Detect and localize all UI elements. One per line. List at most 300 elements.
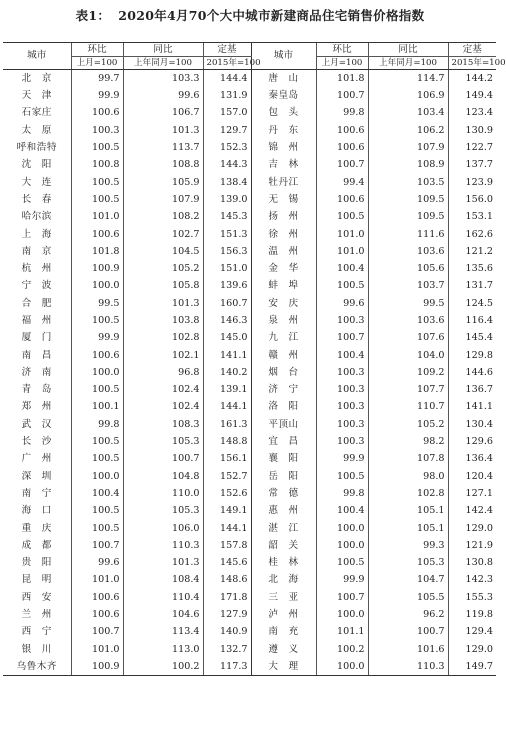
yoy-value: 114.7	[368, 70, 448, 88]
yoy-value: 113.7	[123, 139, 203, 156]
city-name: 太 原	[21, 124, 52, 136]
mom-value: 101.0	[316, 243, 368, 260]
yoy-value: 111.6	[368, 226, 448, 243]
fixed-value: 144.3	[203, 156, 251, 173]
fixed-value: 149.1	[203, 502, 251, 519]
fixed-value: 131.9	[203, 87, 251, 104]
fixed-value: 142.3	[448, 572, 496, 589]
fixed-base: 2015年=100	[448, 57, 496, 70]
city-name: 宜 昌	[251, 433, 316, 450]
city-name: 杭 州	[21, 263, 52, 275]
city-name: 吉 林	[251, 156, 316, 173]
mom-value: 100.0	[316, 606, 368, 623]
fixed-value: 124.5	[448, 295, 496, 312]
mom-value: 100.6	[71, 589, 123, 606]
fixed-value: 140.9	[203, 624, 251, 641]
yoy-value: 101.3	[123, 295, 203, 312]
city-name: 西 宁	[21, 626, 52, 638]
city-name: 呼和浩特	[16, 142, 57, 154]
city-name: 昆 明	[21, 574, 52, 586]
mom-value: 100.9	[71, 260, 123, 277]
fixed-value: 152.3	[203, 139, 251, 156]
city-name: 海 口	[21, 505, 52, 517]
fixed-value: 148.6	[203, 572, 251, 589]
fixed-value: 145.0	[203, 329, 251, 346]
yoy-value: 107.9	[123, 191, 203, 208]
mom-value: 99.8	[316, 485, 368, 502]
mom-value: 100.0	[316, 537, 368, 554]
fixed-value: 144.6	[448, 364, 496, 381]
yoy-value: 103.3	[123, 70, 203, 88]
yoy-value: 108.3	[123, 416, 203, 433]
mom-value: 99.8	[316, 105, 368, 122]
fixed-value: 144.1	[203, 399, 251, 416]
yoy-value: 108.2	[123, 208, 203, 225]
mom-value: 100.0	[71, 278, 123, 295]
yoy-value: 103.5	[368, 174, 448, 191]
table-row	[3, 641, 496, 658]
mom-value: 100.0	[71, 468, 123, 485]
city-name: 湛 江	[251, 520, 316, 537]
mom-value: 100.3	[316, 399, 368, 416]
fixed-value: 139.1	[203, 381, 251, 398]
city-name: 乌鲁木齐	[3, 658, 71, 676]
mom-value: 100.6	[71, 105, 123, 122]
yoy-value: 110.3	[368, 658, 448, 676]
city-name: 常 德	[251, 485, 316, 502]
city-name: 北 海	[251, 572, 316, 589]
city-name: 唐 山	[251, 70, 316, 88]
table-row	[3, 278, 496, 295]
fixed-value: 135.6	[448, 260, 496, 277]
city-name: 韶 关	[251, 537, 316, 554]
mom-value: 101.8	[316, 70, 368, 88]
fixed-value: 149.4	[448, 87, 496, 104]
city-name: 石家庄	[21, 107, 52, 119]
mom-value: 99.7	[71, 70, 123, 88]
yoy-value: 104.8	[123, 468, 203, 485]
table-row	[3, 468, 496, 485]
yoy-value: 104.7	[368, 572, 448, 589]
city-name: 厦 门	[21, 332, 52, 344]
table-caption: 2020年4月70个大中城市新建商品住宅销售价格指数	[118, 8, 425, 23]
mom-value: 100.3	[316, 416, 368, 433]
city-name: 泸 州	[251, 606, 316, 623]
yoy-value: 102.4	[123, 381, 203, 398]
mom-value: 100.3	[316, 364, 368, 381]
mom-value: 100.9	[71, 658, 123, 676]
fixed-value: 129.0	[448, 641, 496, 658]
yoy-value: 104.0	[368, 347, 448, 364]
fixed-value: 156.3	[203, 243, 251, 260]
city-name: 哈尔滨	[21, 211, 52, 223]
city-name: 蚌 埠	[251, 278, 316, 295]
yoy-header: 同比	[368, 43, 448, 57]
city-name: 贵 阳	[21, 557, 52, 569]
fixed-value: 155.3	[448, 589, 496, 606]
city-name: 南 充	[251, 624, 316, 641]
table-row	[3, 537, 496, 554]
fixed-value: 119.8	[448, 606, 496, 623]
city-name: 襄 阳	[251, 451, 316, 468]
city-name: 兰 州	[21, 609, 52, 621]
mom-value: 100.5	[71, 191, 123, 208]
yoy-value: 105.8	[123, 278, 203, 295]
table-row	[3, 381, 496, 398]
city-name: 成 都	[21, 539, 52, 551]
fixed-value: 117.3	[203, 658, 251, 676]
mom-header: 环比	[71, 43, 123, 57]
mom-value: 100.5	[316, 554, 368, 571]
table-row	[3, 122, 496, 139]
yoy-value: 108.9	[368, 156, 448, 173]
fixed-value: 149.7	[448, 658, 496, 676]
yoy-base: 上年同月=100	[368, 57, 448, 70]
yoy-value: 104.6	[123, 606, 203, 623]
mom-value: 100.7	[71, 537, 123, 554]
city-name: 长 春	[21, 193, 52, 205]
city-name: 金 华	[251, 260, 316, 277]
city-name: 九 江	[251, 329, 316, 346]
yoy-value: 104.5	[123, 243, 203, 260]
fixed-value: 120.4	[448, 468, 496, 485]
city-name: 泉 州	[251, 312, 316, 329]
yoy-value: 109.5	[368, 208, 448, 225]
subheader-row	[3, 57, 496, 70]
yoy-value: 105.3	[123, 433, 203, 450]
city-name: 福 州	[21, 315, 52, 326]
mom-value: 99.8	[71, 416, 123, 433]
yoy-value: 107.6	[368, 329, 448, 346]
mom-value: 99.5	[71, 295, 123, 312]
fixed-header: 定基	[203, 43, 251, 57]
mom-value: 100.5	[316, 208, 368, 225]
yoy-value: 108.4	[123, 572, 203, 589]
fixed-value: 129.8	[448, 347, 496, 364]
fixed-value: 129.6	[448, 433, 496, 450]
yoy-value: 110.4	[123, 589, 203, 606]
table-row	[3, 399, 496, 416]
yoy-value: 105.2	[368, 416, 448, 433]
fixed-value: 141.1	[448, 399, 496, 416]
mom-value: 100.7	[316, 156, 368, 173]
mom-base: 上月=100	[316, 57, 368, 70]
table-row	[3, 451, 496, 468]
mom-value: 100.6	[71, 606, 123, 623]
yoy-value: 105.1	[368, 502, 448, 519]
mom-value: 100.6	[71, 226, 123, 243]
fixed-value: 157.0	[203, 105, 251, 122]
fixed-value: 132.7	[203, 641, 251, 658]
fixed-value: 152.7	[203, 468, 251, 485]
yoy-value: 105.3	[123, 502, 203, 519]
yoy-value: 102.4	[123, 399, 203, 416]
table-row	[3, 433, 496, 450]
yoy-value: 99.5	[368, 295, 448, 312]
city-header: 城市	[251, 43, 316, 70]
fixed-value: 144.4	[203, 70, 251, 88]
city-name: 大 连	[21, 176, 52, 188]
yoy-value: 96.2	[368, 606, 448, 623]
yoy-value: 103.8	[123, 312, 203, 329]
city-name: 合 肥	[21, 297, 52, 309]
mom-value: 100.7	[71, 624, 123, 641]
yoy-value: 100.7	[123, 451, 203, 468]
yoy-value: 105.2	[123, 260, 203, 277]
table-row	[3, 502, 496, 519]
fixed-value: 130.8	[448, 554, 496, 571]
mom-value: 100.5	[71, 312, 123, 329]
mom-value: 100.6	[316, 191, 368, 208]
yoy-value: 106.9	[368, 87, 448, 104]
fixed-value: 160.7	[203, 295, 251, 312]
yoy-value: 101.3	[123, 554, 203, 571]
fixed-value: 151.0	[203, 260, 251, 277]
table-row	[3, 208, 496, 225]
city-name: 青 岛	[21, 384, 52, 396]
fixed-value: 140.2	[203, 364, 251, 381]
fixed-value: 144.2	[448, 70, 496, 88]
city-name: 平顶山	[251, 416, 316, 433]
city-name: 天 津	[21, 90, 52, 102]
yoy-value: 107.8	[368, 451, 448, 468]
city-name: 桂 林	[251, 554, 316, 571]
header-row	[3, 43, 496, 57]
yoy-value: 109.2	[368, 364, 448, 381]
mom-value: 100.6	[316, 122, 368, 139]
fixed-value: 130.9	[448, 122, 496, 139]
mom-value: 99.9	[316, 451, 368, 468]
mom-value: 100.5	[316, 468, 368, 485]
mom-value: 100.1	[71, 399, 123, 416]
yoy-value: 105.3	[368, 554, 448, 571]
fixed-value: 156.1	[203, 451, 251, 468]
yoy-value: 105.9	[123, 174, 203, 191]
table-row	[3, 554, 496, 571]
city-name: 银 川	[21, 643, 52, 655]
city-name: 三 亚	[251, 589, 316, 606]
mom-value: 100.6	[71, 347, 123, 364]
yoy-value: 103.7	[368, 278, 448, 295]
city-name: 济 南	[21, 366, 52, 378]
mom-value: 101.0	[71, 641, 123, 658]
fixed-value: 145.3	[203, 208, 251, 225]
yoy-value: 110.7	[368, 399, 448, 416]
mom-value: 100.3	[71, 122, 123, 139]
fixed-value: 121.9	[448, 537, 496, 554]
table-row	[3, 260, 496, 277]
fixed-value: 144.1	[203, 520, 251, 537]
mom-value: 101.8	[71, 243, 123, 260]
yoy-value: 105.1	[368, 520, 448, 537]
yoy-value: 98.0	[368, 468, 448, 485]
fixed-value: 123.9	[448, 174, 496, 191]
yoy-value: 109.5	[368, 191, 448, 208]
table-row	[3, 520, 496, 537]
yoy-value: 106.0	[123, 520, 203, 537]
city-name: 深 圳	[21, 470, 52, 482]
mom-value: 100.7	[316, 589, 368, 606]
mom-value: 100.7	[316, 329, 368, 346]
yoy-value: 108.8	[123, 156, 203, 173]
fixed-value: 153.1	[448, 208, 496, 225]
mom-value: 99.6	[316, 295, 368, 312]
table-row	[3, 174, 496, 191]
yoy-value: 96.8	[123, 364, 203, 381]
table-number: 表1：	[75, 8, 111, 23]
city-name: 武 汉	[21, 418, 52, 430]
city-name: 遵 义	[251, 641, 316, 658]
fixed-value: 127.1	[448, 485, 496, 502]
table-row	[3, 347, 496, 364]
mom-value: 100.4	[71, 485, 123, 502]
yoy-value: 102.7	[123, 226, 203, 243]
table-row	[3, 191, 496, 208]
table-row	[3, 589, 496, 606]
mom-value: 100.5	[71, 520, 123, 537]
table-row	[3, 139, 496, 156]
fixed-value: 145.6	[203, 554, 251, 571]
fixed-value: 146.3	[203, 312, 251, 329]
yoy-value: 98.2	[368, 433, 448, 450]
fixed-value: 161.3	[203, 416, 251, 433]
mom-header: 环比	[316, 43, 368, 57]
fixed-value: 116.4	[448, 312, 496, 329]
mom-value: 101.0	[316, 226, 368, 243]
yoy-value: 107.7	[368, 381, 448, 398]
table-row	[3, 416, 496, 433]
mom-value: 99.4	[316, 174, 368, 191]
fixed-value: 152.6	[203, 485, 251, 502]
fixed-value: 123.4	[448, 105, 496, 122]
fixed-value: 162.6	[448, 226, 496, 243]
table-row	[3, 658, 496, 676]
city-name: 郑 州	[21, 401, 52, 413]
table-row	[3, 243, 496, 260]
yoy-value: 102.8	[123, 329, 203, 346]
table-row	[3, 87, 496, 104]
mom-value: 100.5	[71, 381, 123, 398]
city-name: 南 昌	[21, 349, 52, 361]
yoy-value: 99.3	[368, 537, 448, 554]
fixed-value: 129.7	[203, 122, 251, 139]
mom-value: 100.0	[316, 520, 368, 537]
fixed-value: 138.4	[203, 174, 251, 191]
mom-value: 100.5	[71, 502, 123, 519]
mom-value: 100.5	[71, 174, 123, 191]
city-name: 温 州	[251, 243, 316, 260]
yoy-value: 113.0	[123, 641, 203, 658]
city-name: 大 理	[251, 658, 316, 676]
city-name: 岳 阳	[251, 468, 316, 485]
mom-value: 100.4	[316, 260, 368, 277]
table-row	[3, 226, 496, 243]
city-name: 包 头	[251, 105, 316, 122]
city-name: 长 沙	[21, 436, 52, 448]
table-row	[3, 485, 496, 502]
yoy-value: 107.9	[368, 139, 448, 156]
table-row	[3, 295, 496, 312]
table-row	[3, 624, 496, 641]
city-name: 安 庆	[251, 295, 316, 312]
yoy-value: 110.3	[123, 537, 203, 554]
fixed-value: 136.4	[448, 451, 496, 468]
city-name: 南 宁	[21, 487, 52, 499]
table-title	[0, 6, 500, 24]
mom-value: 101.0	[71, 572, 123, 589]
mom-value: 100.5	[71, 433, 123, 450]
fixed-value: 156.0	[448, 191, 496, 208]
mom-value: 100.5	[71, 451, 123, 468]
yoy-value: 106.2	[368, 122, 448, 139]
city-name: 锦 州	[251, 139, 316, 156]
mom-value: 99.9	[71, 87, 123, 104]
city-name: 济 宁	[251, 381, 316, 398]
mom-value: 100.4	[316, 502, 368, 519]
city-name: 沈 阳	[21, 159, 52, 171]
city-name: 扬 州	[251, 208, 316, 225]
table-row	[3, 329, 496, 346]
table-row	[3, 606, 496, 623]
mom-value: 99.6	[71, 554, 123, 571]
table-row	[3, 105, 496, 122]
fixed-value: 139.6	[203, 278, 251, 295]
yoy-value: 101.3	[123, 122, 203, 139]
mom-value: 100.5	[71, 139, 123, 156]
mom-value: 101.0	[71, 208, 123, 225]
mom-value: 100.0	[316, 658, 368, 676]
fixed-value: 129.4	[448, 624, 496, 641]
yoy-value: 105.6	[368, 260, 448, 277]
city-name: 广 州	[21, 453, 52, 465]
mom-base: 上月=100	[71, 57, 123, 70]
fixed-value: 139.0	[203, 191, 251, 208]
city-header: 城市	[3, 43, 71, 70]
fixed-value: 121.2	[448, 243, 496, 260]
yoy-value: 103.6	[368, 243, 448, 260]
mom-value: 100.7	[316, 87, 368, 104]
fixed-value: 122.7	[448, 139, 496, 156]
yoy-value: 102.1	[123, 347, 203, 364]
table-row	[3, 312, 496, 329]
fixed-value: 148.8	[203, 433, 251, 450]
city-name: 重 庆	[21, 522, 52, 534]
fixed-value: 136.7	[448, 381, 496, 398]
fixed-value: 142.4	[448, 502, 496, 519]
mom-value: 100.3	[316, 433, 368, 450]
yoy-value: 103.6	[368, 312, 448, 329]
table-body	[3, 70, 496, 676]
table-row	[3, 572, 496, 589]
mom-value: 99.9	[316, 572, 368, 589]
yoy-value: 106.7	[123, 105, 203, 122]
fixed-value: 151.3	[203, 226, 251, 243]
fixed-value: 137.7	[448, 156, 496, 173]
table-row	[3, 70, 496, 88]
city-name: 秦皇岛	[251, 87, 316, 104]
mom-value: 100.2	[316, 641, 368, 658]
fixed-header: 定基	[448, 43, 496, 57]
mom-value: 100.4	[316, 347, 368, 364]
fixed-value: 129.0	[448, 520, 496, 537]
yoy-header: 同比	[123, 43, 203, 57]
city-name: 赣 州	[251, 347, 316, 364]
city-name: 烟 台	[251, 364, 316, 381]
city-name: 无 锡	[251, 191, 316, 208]
fixed-value: 171.8	[203, 589, 251, 606]
mom-value: 100.5	[316, 278, 368, 295]
yoy-value: 105.5	[368, 589, 448, 606]
